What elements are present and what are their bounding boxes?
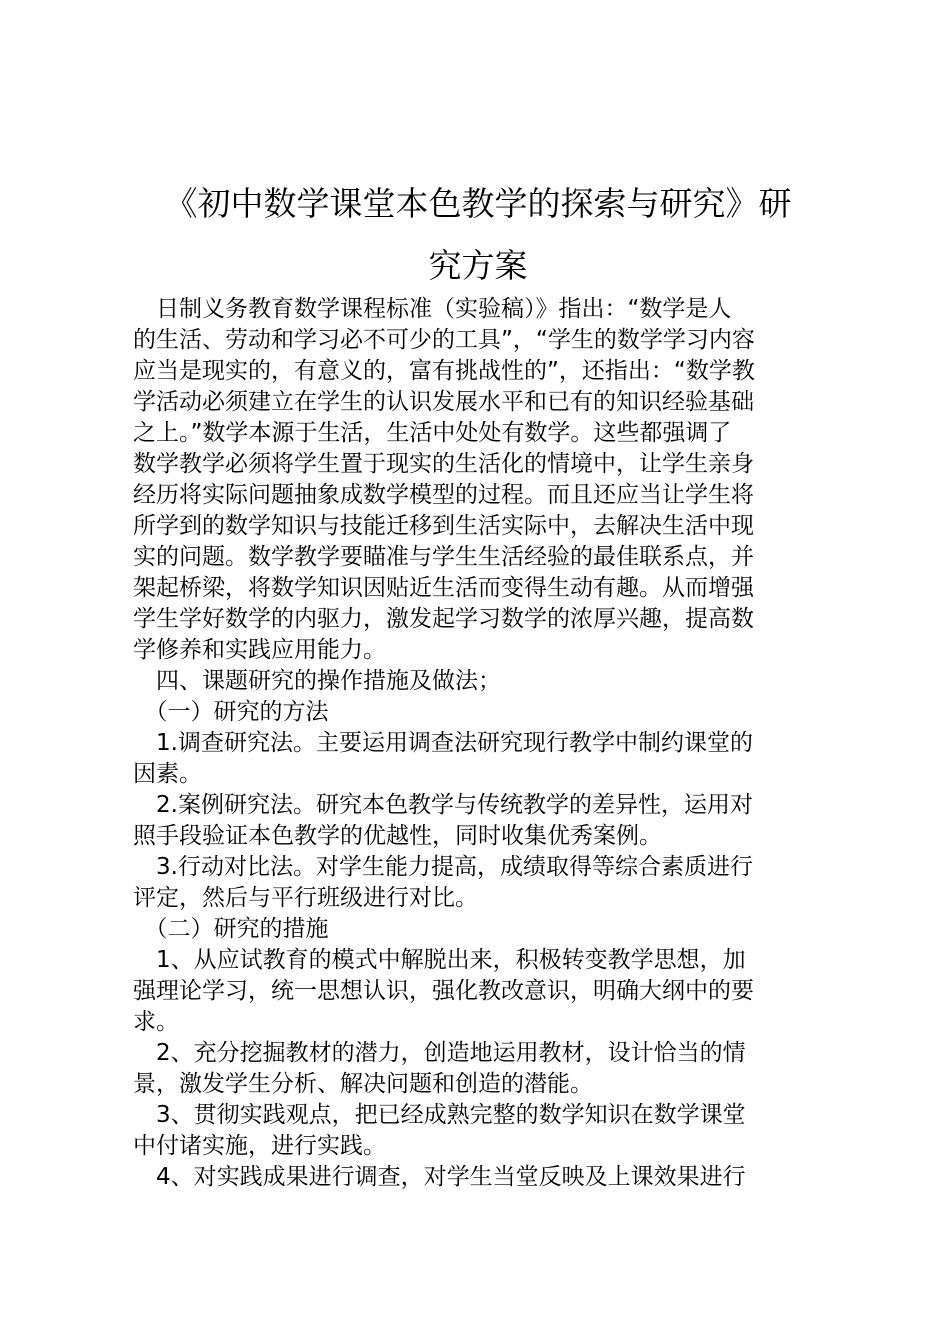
measure-item-1-cont: 强理论学习，统一思想认识，强化教改意识，明确大纲中的要 <box>133 978 754 1004</box>
measure-item-2: 2、充分挖掘教材的潜力，创造地运用教材，设计恰当的情 <box>133 1040 746 1066</box>
method-item-2-cont: 照手段验证本色教学的优越性，同时收集优秀案例。 <box>133 823 662 849</box>
measure-item-4: 4、对实践成果进行调查，对学生当堂反映及上课效果进行 <box>133 1164 746 1190</box>
body-line: 架起桥梁，将数学知识因贴近生活而变得生动有趣。从而增强 <box>133 575 754 601</box>
measure-item-2-cont: 景，激发学生分析、解决问题和创造的潜能。 <box>133 1071 593 1097</box>
section-heading-four: 四、课题研究的操作措施及做法； <box>133 668 501 694</box>
document-body <box>133 294 833 1193</box>
body-line: 学活动必须建立在学生的认识发展水平和已有的知识经验基础 <box>133 389 754 415</box>
measure-item-3: 3、贯彻实践观点，把已经成熟完整的数学知识在数学课堂 <box>133 1102 746 1128</box>
body-line: 经历将实际问题抽象成数学模型的过程。而且还应当让学生将 <box>133 482 754 508</box>
method-item-1-cont: 因素。 <box>133 761 202 787</box>
method-item-2: 2.案例研究法。研究本色教学与传统教学的差异性，运用对 <box>133 792 753 818</box>
body-line: 学生学好数学的内驱力，激发起学习数学的浓厚兴趣，提高数 <box>133 606 754 632</box>
body-line: 应当是现实的，有意义的，富有挑战性的”，还指出：“数学教 <box>133 358 755 384</box>
body-line: 实的问题。数学教学要瞄准与学生生活经验的最佳联系点，并 <box>133 544 754 570</box>
method-item-1: 1.调查研究法。主要运用调查法研究现行教学中制约课堂的 <box>133 730 753 756</box>
body-line: 学修养和实践应用能力。 <box>133 637 386 663</box>
document-title-line-2: 究方案 <box>428 246 528 285</box>
measure-item-1: 1、从应试教育的模式中解脱出来，积极转变教学思想，加 <box>133 947 746 973</box>
body-line: 所学到的数学知识与技能迁移到生活实际中，去解决生活中现 <box>133 513 754 539</box>
method-item-3-cont: 评定，然后与平行班级进行对比。 <box>133 885 478 911</box>
subsection-heading-measures: （二）研究的措施 <box>133 916 329 942</box>
body-line: 之上。”数学本源于生活，生活中处处有数学。这些都强调了 <box>133 420 732 446</box>
method-item-3: 3.行动对比法。对学生能力提高，成绩取得等综合素质进行 <box>133 854 753 880</box>
subsection-heading-methods: （一）研究的方法 <box>133 699 329 725</box>
body-line: 数学教学必须将学生置于现实的生活化的情境中，让学生亲身 <box>133 451 754 477</box>
body-line-intro: 日制义务教育数学课程标准（实验稿）》指出：“数学是人 <box>133 296 732 322</box>
measure-item-1-cont: 求。 <box>133 1009 179 1035</box>
body-line: 的生活、劳动和学习必不可少的工具”，“学生的数学学习内容 <box>133 327 755 353</box>
document-title-line-1: 《初中数学课堂本色教学的探索与研究》研 <box>164 184 792 223</box>
measure-item-3-cont: 中付诸实施，进行实践。 <box>133 1133 386 1159</box>
